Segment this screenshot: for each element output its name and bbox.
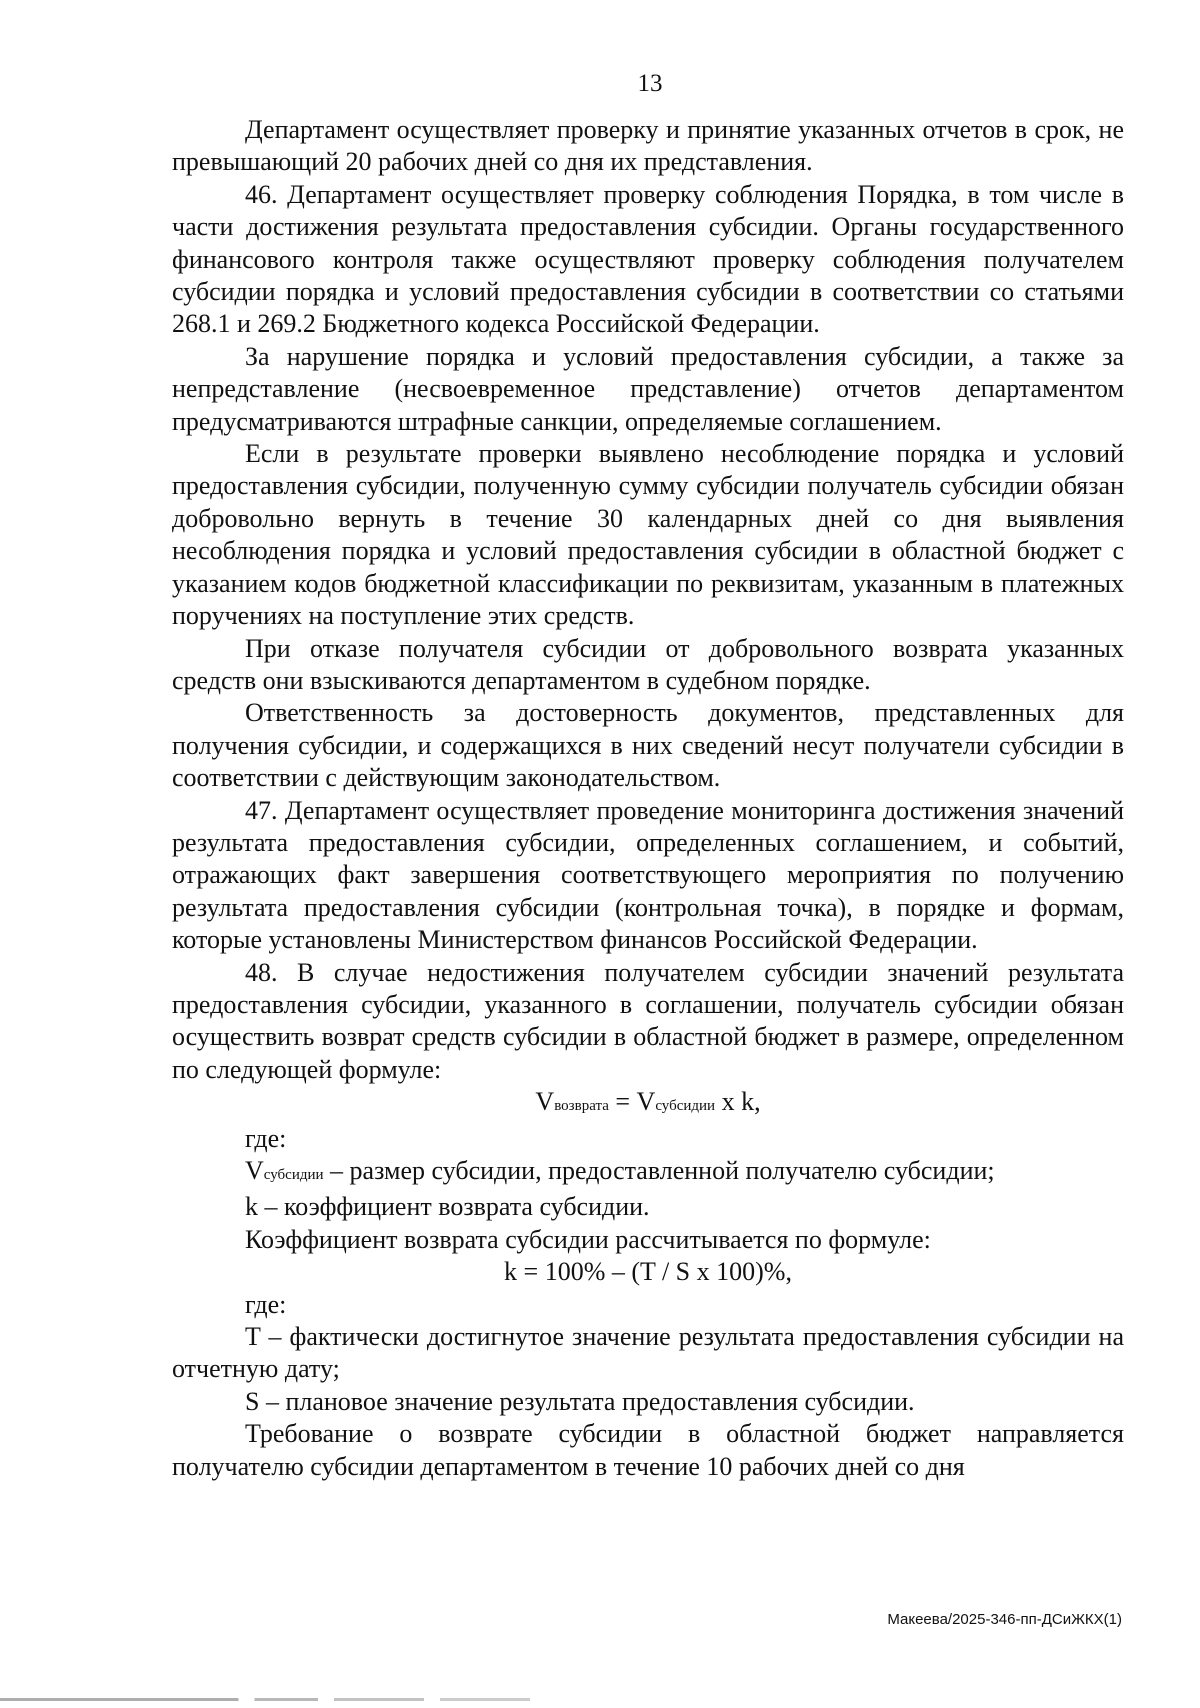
- formula-v-subsidy: V: [636, 1087, 656, 1117]
- paragraph-return-demand: Требование о возврате субсидии в областной бюджет направляется получателю субсидии департаментом в течение 10 рабочих дней со дня: [172, 1419, 1124, 1481]
- paragraph-penalties: За нарушение порядка и условий предоставления субсидии, а также за непредставление (несвоевременное представление) отчетов департаментом предусматриваются штрафные санкции, определяемые соглашением.: [172, 341, 1124, 436]
- where-label-1: где:: [245, 1123, 287, 1153]
- paragraph-responsibility: Ответственность за достоверность документов, представленных для получения субсидии, и содержащихся в них сведений несут получатели субсидии в соответствии с действующим законодательством.: [172, 698, 1124, 793]
- formula-v-return: V: [535, 1087, 555, 1117]
- coefficient-intro: Коэффициент возврата субсидии рассчитывается по формуле:: [245, 1224, 931, 1254]
- paragraph-46: 46. Департамент осуществляет проверку соблюдения Порядка, в том числе в части достижения результата предоставления субсидии. Органы государственного финансового контроля также осуществляют проверку соблюдения получателем субсидии порядка и условий предоставления субсидии в соответствии со статьями 268.1 и 269.2 Бюджетного кодекса Российской Федерации.: [172, 179, 1124, 339]
- definition-t: T – фактически достигнутое значение результата предоставления субсидии на отчетную дату;: [172, 1322, 1124, 1384]
- definition-k: k – коэффициент возврата субсидии.: [245, 1192, 650, 1222]
- formula-return-amount: [172, 1086, 1124, 1122]
- formula-v-return-subscript: возврата: [554, 1098, 609, 1115]
- scan-artifact-line: [0, 1698, 530, 1701]
- formula-v-subsidy-subscript: субсидии: [655, 1098, 716, 1115]
- paragraph-48: 48. В случае недостижения получателем субсидии значений результата предоставления субсидии, указанного в соглашении, получатель субсидии обязан осуществить возврат средств субсидии в областной бюджет в размере, определенном по следующей формуле:: [172, 957, 1124, 1084]
- document-body: [172, 114, 1124, 1483]
- formula-rest: x k,: [715, 1087, 761, 1117]
- definition-s: S – плановое значение результата предоставления субсидии.: [245, 1386, 915, 1416]
- paragraph-47: 47. Департамент осуществляет проведение мониторинга достижения значений результата предоставления субсидии, определенных соглашением, и событий, отражающих факт завершения соответствующего мероприятия по получению результата предоставления субсидии (контрольная точка), в порядке и формам, которые установлены Министерством финансов Российской Федерации.: [172, 795, 1124, 955]
- definition-v-text: – размер субсидии, предоставленной получателю субсидии;: [323, 1156, 995, 1185]
- document-footer-reference: Макеева/2025-346-пп-ДСиЖКХ(1): [887, 1611, 1122, 1628]
- definition-v-symbol: V: [245, 1156, 264, 1185]
- paragraph-voluntary-return: Если в результате проверки выявлено несоблюдение порядка и условий предоставления субсидии, полученную сумму субсидии получатель субсидии обязан добровольно вернуть в течение 30 календарных дней со дня выявления несоблюдения порядка и условий предоставления субсидии в областной бюджет с указанием кодов бюджетной классификации по реквизитам, указанным в платежных поручениях на поступление этих средств.: [172, 439, 1124, 631]
- definition-v-subsidy: [172, 1155, 1124, 1191]
- paragraph-court-recovery: При отказе получателя субсидии от добровольного возврата указанных средств они взыскиваются департаментом в судебном порядке.: [172, 633, 1124, 695]
- page-number: 13: [637, 70, 663, 97]
- definition-v-subscript: субсидии: [263, 1167, 324, 1183]
- formula-coefficient: k = 100% – (T / S x 100)%,: [504, 1257, 792, 1287]
- formula-equals: =: [608, 1087, 637, 1117]
- paragraph-reports-check: Департамент осуществляет проверку и принятие указанных отчетов в срок, не превышающий 20 рабочих дней со дня их представления.: [172, 115, 1124, 177]
- where-label-2: где:: [245, 1289, 287, 1319]
